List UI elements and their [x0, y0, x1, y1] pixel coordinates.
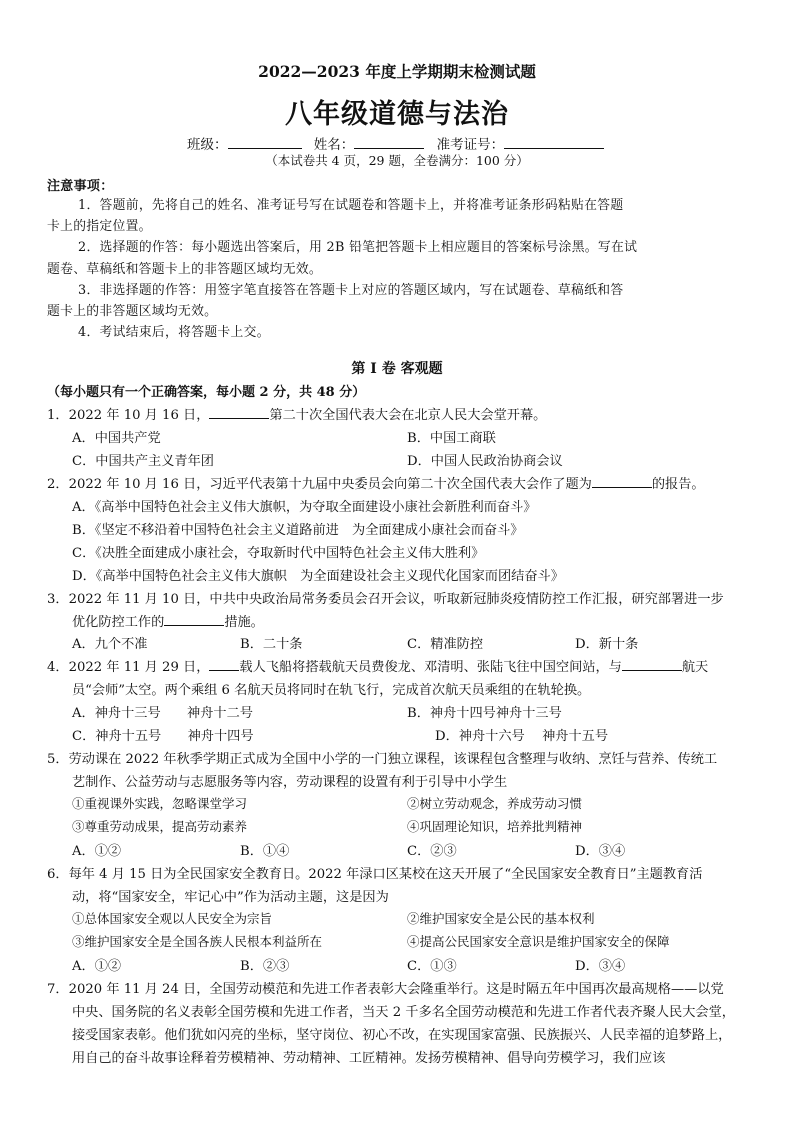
answer-blank — [592, 477, 652, 488]
q6-item-4: ④提高公民国家安全意识是维护国家安全的保障 — [407, 934, 670, 949]
q4-option-b: B．神舟十四号神舟十三号 — [407, 706, 562, 721]
note-line: 题卡上的非答题区域均无效。 — [47, 304, 218, 319]
exam-number-blank — [504, 136, 604, 149]
note-line: 3．非选择题的作答：用签字笔直接答在答题卡上对应的答题区域内，写在试题卷、草稿纸和答 — [78, 283, 624, 298]
question-7-cont: 中央、国务院的名义表彰全国劳模和先进工作者，当天 2 千多名全国劳动模范和先进工作者代表齐聚人民大会堂， — [72, 1005, 735, 1020]
q6-item-3: ③维护国家安全是全国各族人民根本利益所在 — [72, 934, 323, 949]
class-blank — [228, 136, 302, 149]
question-3: 3．2022 年 11 月 10 日，中共中央政治局常务委员会召开会议，听取新冠肺炎疫情防控工作汇报，研究部署进一步 — [47, 592, 724, 607]
student-info-line — [187, 133, 604, 153]
question-6-cont: 动，将“国家安全，牢记心中”作为活动主题，这是因为 — [72, 890, 389, 905]
q1-option-d: D．中国人民政治协商会议 — [407, 454, 563, 469]
exam-meta: （本试卷共 4 页，29 题，全卷满分：100 分） — [265, 153, 529, 168]
q5-item-2: ②树立劳动观念，养成劳动习惯 — [407, 796, 583, 811]
q2-option-c: C．《决胜全面建成小康社会，夺取新时代中国特色社会主义伟大胜利》 — [72, 546, 485, 561]
class-label: 班级： — [187, 137, 228, 153]
q5-item-4: ④巩固理论知识，培养批判精神 — [407, 819, 583, 834]
q3-option-a: A．九个不准 — [72, 637, 148, 652]
note-line: 4．考试结束后，将答题卡上交。 — [78, 325, 270, 340]
q1-option-b: B．中国工商联 — [407, 431, 496, 446]
q4-option-c: C．神舟十五号 神舟十四号 — [72, 729, 254, 744]
q2-option-b: B．《坚定不移沿着中国特色社会主义道路前进 为全面建成小康社会而奋斗》 — [72, 523, 524, 538]
q5-item-3: ③尊重劳动成果，提高劳动素养 — [72, 819, 248, 834]
question-7-cont: 接受国家表彰。他们犹如闪亮的坐标，坚守岗位、初心不改，在实现国家富强、民族振兴、人民幸福的追梦路上， — [72, 1028, 732, 1043]
q6-option-a: A．①② — [72, 959, 122, 974]
q4-option-d: D．神舟十六号 神舟十五号 — [435, 729, 609, 744]
question-1: 1．2022 年 10 月 16 日， 第二十次全国代表大会在北京人民大会堂开幕。 — [47, 408, 547, 423]
exam-number-label: 准考证号： — [436, 137, 505, 153]
section-instruction: （每小题只有一个正确答案，每小题 2 分，共 48 分） — [47, 385, 366, 400]
q6-item-2: ②维护国家安全是公民的基本权利 — [407, 911, 595, 926]
q5-option-b: B．①④ — [240, 844, 290, 859]
q1-option-c: C．中国共产主义青年团 — [72, 454, 214, 469]
q4-option-a: A．神舟十三号 神舟十二号 — [72, 706, 253, 721]
question-5-cont: 艺制作、公益劳动与志愿服务等内容，劳动课程的设置有利于引导中小学生 — [72, 775, 508, 790]
question-2: 2．2022 年 10 月 16 日，习近平代表第十九届中央委员会向第二十次全国代表大会作了题为 的报告。 — [47, 477, 705, 492]
q6-item-1: ①总体国家安全观以人民安全为宗旨 — [72, 911, 273, 926]
exam-year-title: 2022—2023 年度上学期期末检测试题 — [258, 62, 536, 81]
name-label: 姓名： — [313, 137, 355, 153]
note-line: 题卷、草稿纸和答题卡上的非答题区域均无效。 — [47, 262, 323, 277]
answer-blank — [622, 660, 682, 671]
question-7-cont: 用自己的奋斗故事诠释着劳模精神、劳动精神、工匠精神。发扬劳模精神、倡导向劳模学习，我们应该 — [72, 1051, 666, 1066]
notes-title: 注意事项： — [47, 179, 114, 194]
question-5: 5．劳动课在 2022 年秋季学期正式成为全国中小学的一门独立课程，该课程包含整理与收纳、烹饪与营养、传统工 — [47, 752, 718, 767]
q5-option-d: D．③④ — [575, 844, 626, 859]
q6-option-b: B．②③ — [240, 959, 290, 974]
question-4-cont: 员“会师”太空。两个乘组 6 名航天员将同时在轨飞行，完成首次航天员乘组的在轨轮换。 — [72, 683, 591, 698]
answer-blank — [209, 660, 239, 671]
answer-blank — [164, 615, 224, 626]
question-4: 4．2022 年 11 月 29 日， 载人飞船将搭载航天员费俊龙、邓清明、张陆飞往中国空间站，与 航天 — [47, 660, 709, 675]
note-line: 2．选择题的作答：每小题选出答案后，用 2B 铅笔把答题卡上相应题目的答案标号涂黑。写在试 — [78, 240, 638, 255]
q3-option-d: D．新十条 — [575, 637, 639, 652]
subject-title: 八年级道德与法治 — [285, 99, 509, 130]
q5-option-a: A．①② — [72, 844, 122, 859]
name-blank — [354, 136, 424, 149]
question-6: 6．每年 4 月 15 日为全民国家安全教育日。2022 年渌口区某校在这天开展了“全民国家安全教育日”主题教育活 — [47, 867, 703, 882]
q6-option-d: D．③④ — [575, 959, 626, 974]
question-7: 7．2020 年 11 月 24 日，全国劳动模范和先进工作者表彰大会隆重举行。这是时隔五年中国再次最高规格——以党 — [47, 982, 724, 997]
note-line: 1．答题前，先将自己的姓名、准考证号写在试题卷和答题卡上，并将准考证条形码粘贴在答题 — [78, 198, 624, 213]
q1-option-a: A．中国共产党 — [72, 431, 161, 446]
q3-option-c: C．精准防控 — [407, 637, 484, 652]
q3-option-b: B．二十条 — [240, 637, 303, 652]
q2-option-d: D．《高举中国特色社会主义伟大旗帜 为全面建设社会主义现代化国家而团结奋斗》 — [72, 569, 564, 584]
note-line: 卡上的指定位置。 — [47, 219, 152, 234]
q2-option-a: A．《高举中国特色社会主义伟大旗帜，为夺取全面建设小康社会新胜利而奋斗》 — [72, 500, 537, 515]
q5-item-1: ①重视课外实践，忽略课堂学习 — [72, 796, 248, 811]
answer-blank — [209, 408, 269, 419]
q5-option-c: C．②③ — [407, 844, 457, 859]
section-title: 第 Ⅰ 卷 客观题 — [351, 361, 443, 377]
question-3-cont: 优化防控工作的 措施。 — [72, 615, 264, 630]
q6-option-c: C．①③ — [407, 959, 457, 974]
